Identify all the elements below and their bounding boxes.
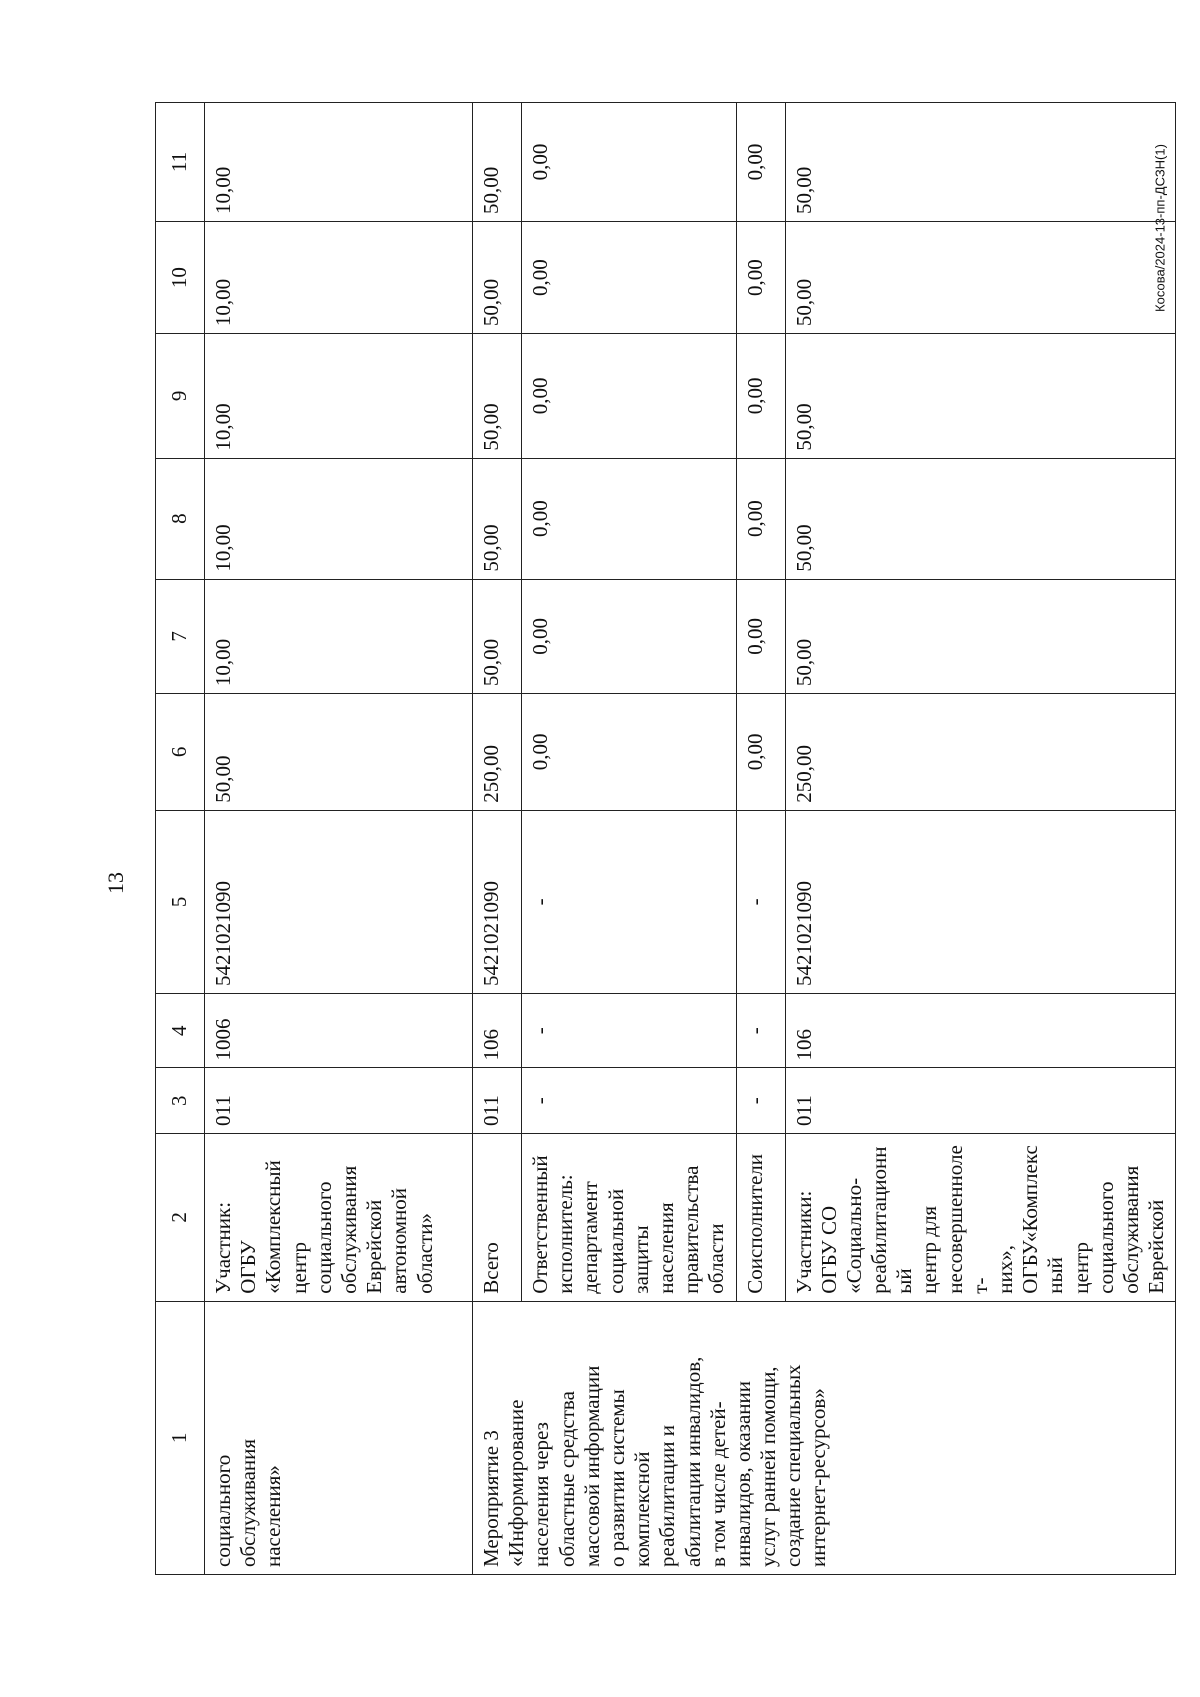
value-cell: 0,00 [522,221,737,333]
code-cell: 5421021090 [785,810,1176,993]
code-cell: - [736,1068,785,1134]
value-cell: 0,00 [736,334,785,458]
value-cell: 0,00 [522,458,737,579]
code-cell: - [522,810,737,993]
code-cell: 5421021090 [473,810,522,993]
co-executors-cell: Соисполнители [736,1133,785,1301]
budget-table [155,102,1176,1575]
code-cell: 106 [473,994,522,1068]
value-cell: 10,00 [205,221,473,333]
value-cell: 250,00 [785,694,1176,811]
value-cell: 0,00 [522,334,737,458]
header-cell-8: 8 [156,458,205,579]
code-cell: 011 [473,1068,522,1134]
value-cell: 250,00 [473,694,522,811]
header-cell-4: 4 [156,994,205,1068]
value-cell: 50,00 [205,694,473,811]
value-cell: 0,00 [736,103,785,222]
header-cell-2: 2 [156,1133,205,1301]
value-cell: 50,00 [785,103,1176,222]
value-cell: 50,00 [785,221,1176,333]
code-cell: - [522,1068,737,1134]
code-cell: - [736,994,785,1068]
header-cell-5: 5 [156,810,205,993]
value-cell: 0,00 [522,579,737,693]
value-cell: 50,00 [473,221,522,333]
value-cell: 0,00 [736,694,785,811]
total-label-cell: Всего [473,1133,522,1301]
value-cell: 50,00 [473,458,522,579]
page-number: 13 [103,872,128,894]
value-cell: 10,00 [205,103,473,222]
value-cell: 10,00 [205,579,473,693]
table-row [473,103,522,1575]
code-cell: 011 [205,1068,473,1134]
code-cell: 5421021090 [205,810,473,993]
value-cell: 0,00 [736,458,785,579]
participant-cell: Участник: ОГБУ «Комплексный центр социального обслуживания Еврейской автономной области» [205,1133,473,1301]
participants-cell: Участники: ОГБУ СО «Социально- реабилитационный центр для несовершеннолет- них», ОГБУ«Комплексный центр социального обслуживания Еврейской [785,1133,1176,1301]
header-cell-9: 9 [156,334,205,458]
code-cell: - [522,994,737,1068]
document-code-text: Косова/2024-13-пп-ДСЗН(1) [1152,144,1168,312]
program-name-continued: социального обслуживания населения» [205,1301,473,1574]
value-cell: 50,00 [473,579,522,693]
value-cell: 50,00 [473,103,522,222]
value-cell: 50,00 [785,334,1176,458]
value-cell: 50,00 [785,458,1176,579]
code-cell: 1006 [205,994,473,1068]
header-cell-1: 1 [156,1301,205,1574]
value-cell: 0,00 [736,579,785,693]
header-cell-11: 11 [156,103,205,222]
value-cell: 0,00 [736,221,785,333]
measure-3-cell: Мероприятие 3 «Информирование населения через областные средства массовой информации о развитии системы комплексной реабилитации и абилитации инвалидов, в том числе детей- инвалидов, оказании услуг ранней помощи, создание специальных интернет-ресурсов» [473,1301,1176,1574]
header-cell-3: 3 [156,1068,205,1134]
value-cell: 0,00 [522,694,737,811]
code-cell: - [736,810,785,993]
value-cell: 10,00 [205,458,473,579]
table-row [205,103,473,1575]
header-cell-6: 6 [156,694,205,811]
code-cell: 106 [785,994,1176,1068]
value-cell: 10,00 [205,334,473,458]
value-cell: 50,00 [473,334,522,458]
value-cell: 50,00 [785,579,1176,693]
value-cell: 0,00 [522,103,737,222]
executor-cell: Ответственный исполнитель: департамент социальной защиты населения правительства области [522,1133,737,1301]
header-cell-7: 7 [156,579,205,693]
header-row [156,103,205,1575]
header-cell-10: 10 [156,221,205,333]
code-cell: 011 [785,1068,1176,1134]
